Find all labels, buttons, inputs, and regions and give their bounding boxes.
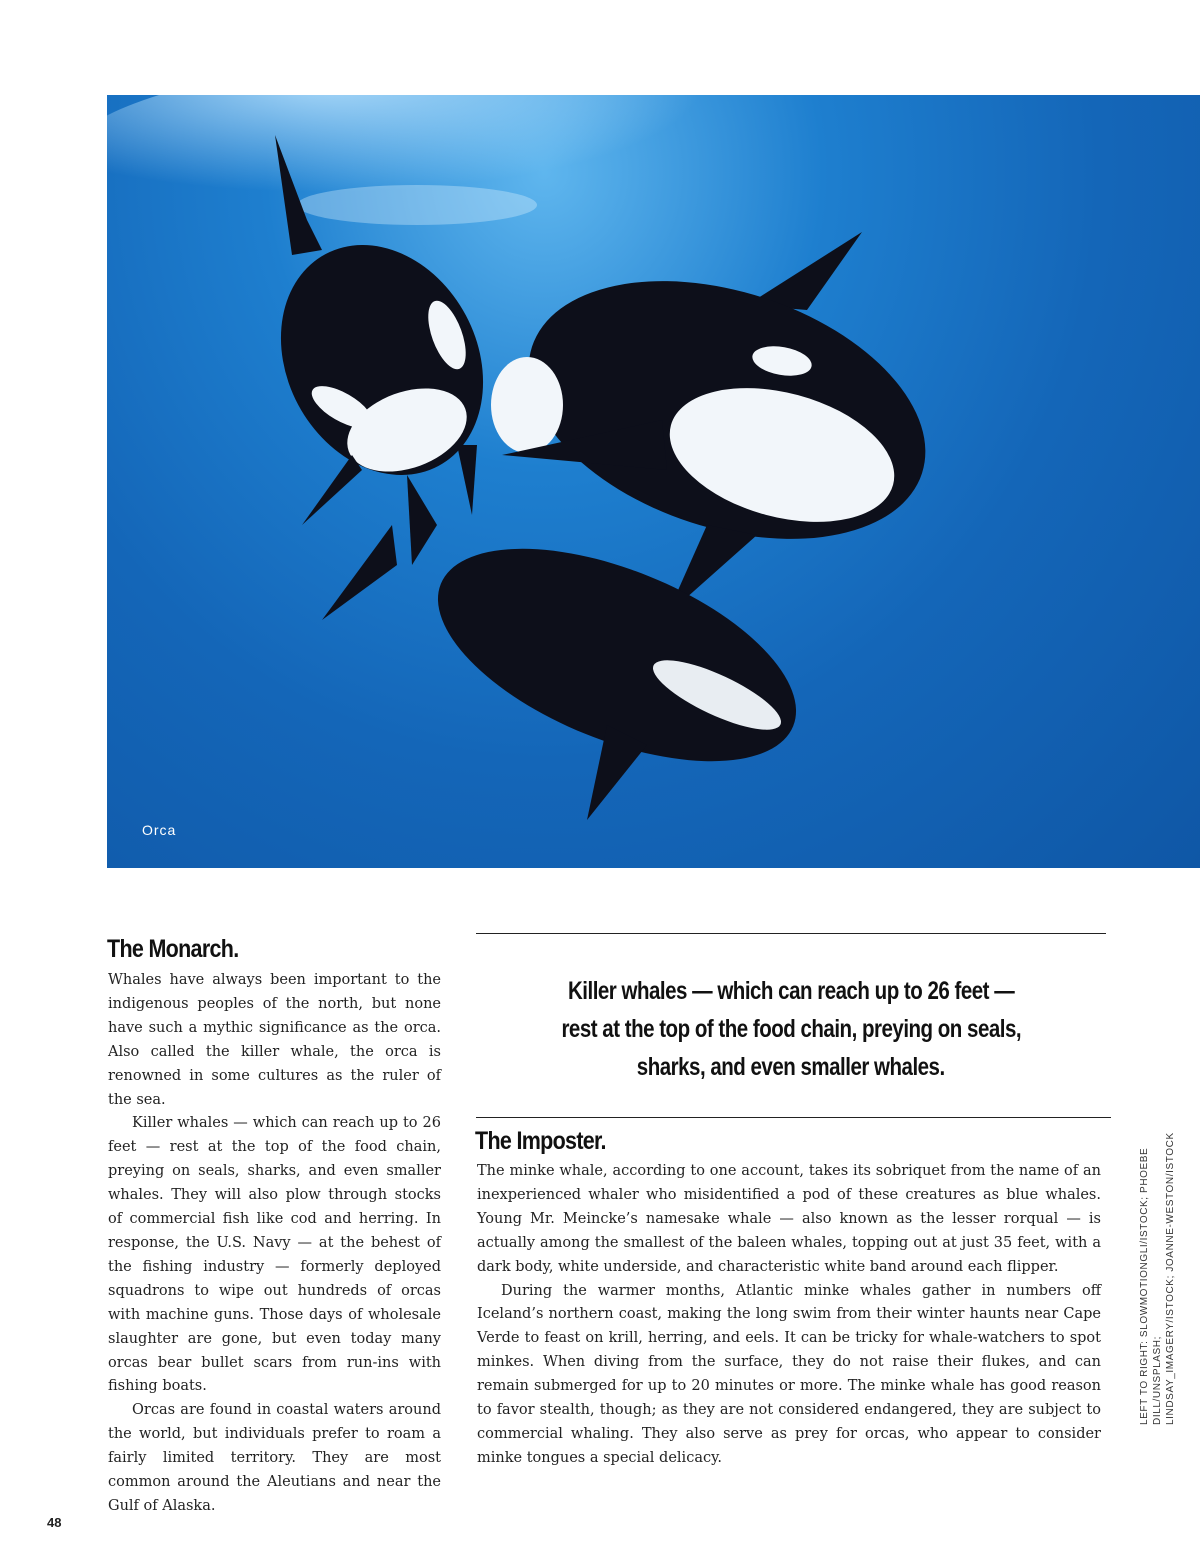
monarch-heading: The Monarch. — [107, 935, 239, 963]
monarch-paragraph: Killer whales — which can reach up to 26 feet — rest at the top of the food chain, preying on seals, sharks, and even smaller whales. They will also plow through stocks of commercial fish like cod and herring. In response, the U.S. Navy — at the behest of the fishing industry — formerly deployed squadrons to wipe out hundreds of orcas with machine guns. Those days of wholesale slaughter are gone, but even today many orcas bear bullet scars from run-ins with fishing boats. — [108, 1115, 441, 1395]
pull-quote-line: rest at the top of the food chain, preying on seals, — [561, 1015, 1021, 1043]
photo-caption: Orca — [142, 822, 177, 838]
pull-quote-top-rule — [476, 933, 1106, 934]
photo-credit-line: LEFT TO RIGHT: SLOWMOTIONGLI/ISTOCK; PHOEBE DILL/UNSPLASH; — [1139, 1147, 1163, 1425]
pull-quote-bottom-rule — [476, 1117, 1111, 1118]
monarch-body — [108, 969, 441, 1519]
monarch-paragraph: Whales have always been important to the indigenous peoples of the north, but none have such a mythic significance as the orca. Also called the killer whale, the orca is renowned in some cultures as the ruler of the sea. — [108, 972, 441, 1108]
imposter-paragraph: During the warmer months, Atlantic minke whales gather in numbers off Iceland’s northern coast, making the long swim from their winter haunts near Cape Verde to feast on krill, herring, and eels. It can be tricky for whale-watchers to spot minkes. When diving from the surface, they do not raise their flukes, and can remain submerged for up to 20 minutes or more. The minke whale has good reason to favor stealth, though; as they are not considered endangered, they are subject to commercial whaling. They also serve as prey for orcas, who appear to consider minke tongues a special delicacy. — [477, 1282, 1101, 1466]
pull-quote — [476, 972, 1106, 1086]
surface-shimmer — [297, 185, 537, 225]
photo-credit-line: LINDSAY_IMAGERY/ISTOCK; JOANNE-WESTON/ISTOCK — [1165, 1132, 1176, 1425]
pull-quote-line: sharks, and even smaller whales. — [637, 1053, 945, 1081]
pull-quote-line: Killer whales — which can reach up to 26 feet — — [567, 977, 1015, 1005]
imposter-paragraph: The minke whale, according to one account, takes its sobriquet from the name of an inexperienced whaler who misidentified a pod of these creatures as blue whales. Young Mr. Meincke’s namesake whale — also known as the lesser rorqual — is actually among the smallest of the baleen whales, topping out at just 35 feet, with a dark body, white underside, and characteristic white band around each flipper. — [477, 1163, 1101, 1275]
monarch-paragraph: Orcas are found in coastal waters around the world, but individuals prefer to roam a fairly limited territory. They are most common around the Aleutians and near the Gulf of Alaska. — [108, 1402, 441, 1514]
imposter-heading: The Imposter. — [475, 1127, 606, 1155]
orca-illustration — [107, 95, 1200, 868]
orca-photo — [107, 95, 1200, 868]
imposter-body — [477, 1160, 1101, 1471]
page-number: 48 — [47, 1515, 62, 1530]
photo-credits — [1138, 1065, 1177, 1425]
